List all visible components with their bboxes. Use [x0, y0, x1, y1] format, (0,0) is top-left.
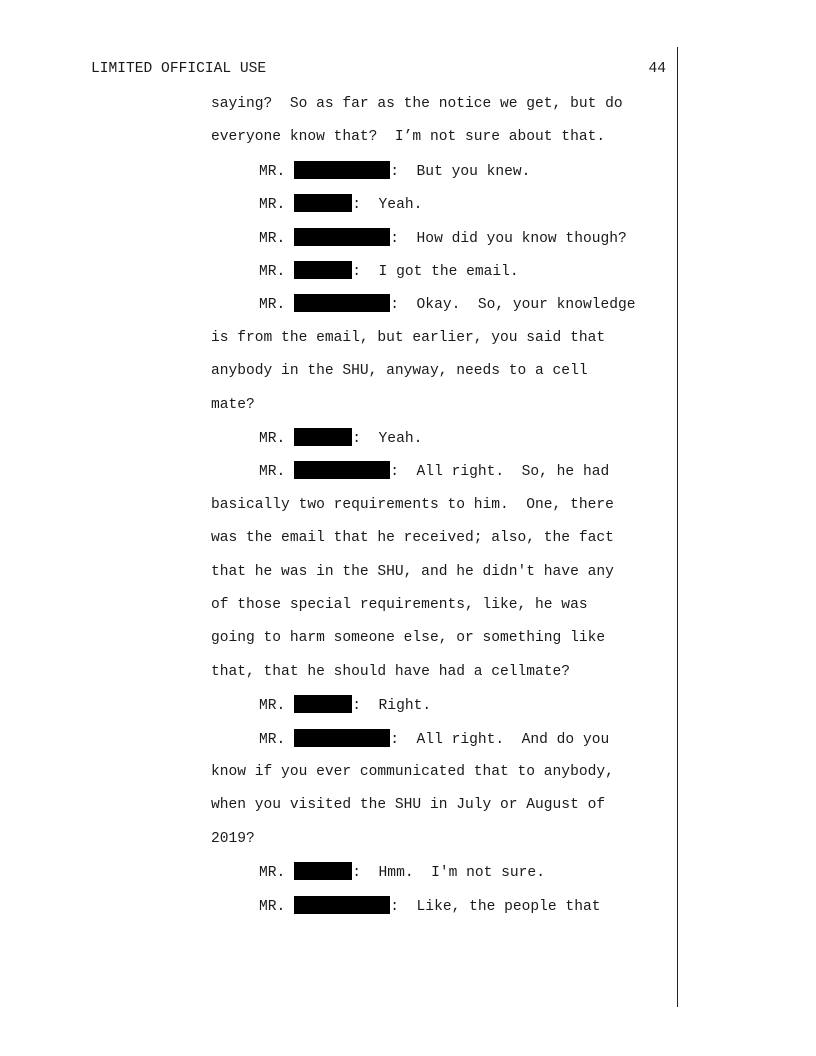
redaction-box: [294, 729, 390, 747]
redaction-box: [294, 194, 352, 212]
page-number: 44: [648, 61, 666, 77]
speaker-prefix: MR.: [259, 230, 286, 247]
line-text: of those special requirements, like, he was: [211, 597, 588, 613]
speaker-prefix: MR.: [259, 431, 286, 447]
transcript-line: [0, 795, 670, 815]
speaker-prefix: MR.: [259, 898, 286, 915]
speaker-prefix: MR.: [259, 698, 286, 715]
redaction-box: [294, 228, 390, 246]
redaction-box: [294, 261, 352, 279]
transcript-line: [0, 461, 670, 481]
speaker-prefix: MR.: [259, 264, 286, 280]
transcript-line: [0, 161, 670, 181]
transcript-line: [0, 194, 670, 214]
redaction-box: [294, 161, 390, 179]
line-text: know if you ever communicated that to anybody,: [211, 764, 614, 780]
line-text: 2019?: [211, 830, 255, 847]
transcript-line: [0, 595, 670, 615]
speaker-prefix: MR.: [259, 865, 286, 882]
speaker-line-text: [259, 695, 431, 716]
speaker-line-text: [259, 461, 609, 482]
speaker-line-text: [259, 161, 530, 182]
transcript-line: [0, 228, 670, 248]
transcript-line: [0, 428, 670, 448]
redaction-box: [294, 461, 390, 479]
classification-header: LIMITED OFFICIAL USE: [91, 61, 267, 77]
transcript-line: [0, 261, 670, 281]
speaker-utterance: : Okay. So, your knowledge: [390, 297, 636, 314]
transcript-line: [0, 729, 670, 749]
transcript-line: [0, 695, 670, 715]
speaker-line-text: [259, 261, 519, 282]
speaker-prefix: MR.: [259, 731, 286, 748]
transcript-line: [0, 528, 670, 548]
line-text: anybody in the SHU, anyway, needs to a cell: [211, 363, 588, 380]
speaker-line-text: [259, 228, 627, 249]
transcript-line: [0, 829, 670, 849]
redaction-box: [294, 695, 352, 713]
line-text: saying? So as far as the notice we get, but do: [211, 96, 623, 112]
redaction-box: [294, 896, 390, 914]
speaker-line-text: [259, 729, 609, 750]
speaker-prefix: MR.: [259, 197, 286, 214]
line-text: that, that he should have had a cellmate?: [211, 663, 571, 680]
transcript-line: [0, 328, 670, 348]
speaker-utterance: : I got the email.: [352, 264, 519, 280]
transcript-line: [0, 562, 670, 582]
speaker-utterance: : Right.: [352, 698, 432, 715]
speaker-utterance: : Like, the people that: [390, 898, 601, 915]
speaker-utterance: : Yeah.: [352, 431, 423, 447]
transcript-line: [0, 762, 670, 782]
speaker-line-text: [259, 428, 422, 449]
speaker-utterance: : All right. And do you: [390, 731, 610, 748]
line-text: was the email that he received; also, the fact: [211, 530, 614, 547]
speaker-utterance: : But you knew.: [390, 163, 531, 180]
transcript-line: [0, 495, 670, 515]
line-text: basically two requirements to him. One, there: [211, 496, 614, 513]
line-text: going to harm someone else, or something like: [211, 630, 606, 647]
speaker-utterance: : Yeah.: [352, 197, 423, 214]
transcript-line: [0, 361, 670, 381]
redaction-box: [294, 294, 390, 312]
speaker-prefix: MR.: [259, 464, 286, 481]
line-text: is from the email, but earlier, you said that: [211, 329, 606, 346]
line-text: when you visited the SHU in July or August of: [211, 797, 606, 814]
speaker-utterance: : All right. So, he had: [390, 464, 610, 481]
transcript-line: [0, 628, 670, 648]
transcript-line: [0, 127, 670, 147]
redaction-box: [294, 862, 352, 880]
line-text: everyone know that? I’m not sure about that.: [211, 129, 606, 146]
speaker-utterance: : Hmm. I'm not sure.: [352, 865, 545, 882]
speaker-prefix: MR.: [259, 163, 286, 180]
speaker-line-text: [259, 194, 422, 215]
speaker-utterance: : How did you know though?: [390, 230, 627, 247]
redaction-box: [294, 428, 352, 446]
speaker-line-text: [259, 294, 636, 315]
transcript-line: [0, 662, 670, 682]
speaker-line-text: [259, 862, 545, 883]
transcript-line: [0, 862, 670, 882]
transcript-line: [0, 395, 670, 415]
transcript-line: [0, 896, 670, 916]
speaker-prefix: MR.: [259, 297, 286, 314]
speaker-line-text: [259, 896, 600, 917]
line-text: that he was in the SHU, and he didn't have any: [211, 563, 614, 580]
transcript-line: [0, 94, 670, 114]
line-text: mate?: [211, 396, 255, 413]
transcript-line: [0, 294, 670, 314]
